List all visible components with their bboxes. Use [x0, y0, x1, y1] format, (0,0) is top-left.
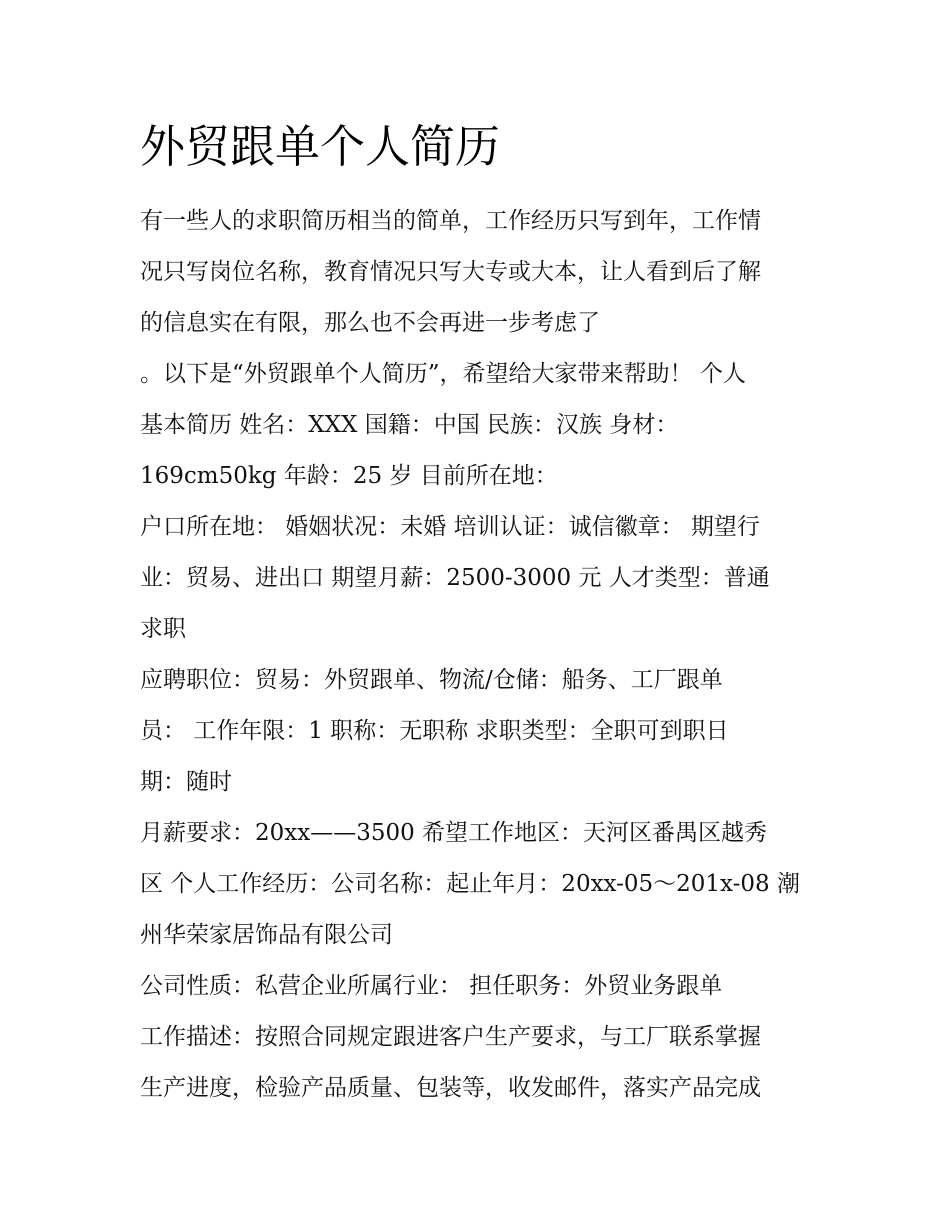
- body-line: 有一些人的求职简历相当的简单，工作经历只写到年，工作情: [140, 208, 761, 234]
- body-line: 业：贸易、进出口 期望月薪：2500-3000 元 人才类型：普通: [140, 565, 770, 591]
- body-line: 州华荣家居饰品有限公司: [140, 922, 393, 948]
- body-line: 公司性质：私营企业所属行业： 担任职务：外贸业务跟单: [140, 973, 723, 999]
- body-line: 区 个人工作经历：公司名称：起止年月：20xx-05～201x-08 潮: [140, 871, 800, 897]
- body-line: 况只写岗位名称，教育情况只写大专或大本，让人看到后了解: [140, 259, 761, 285]
- body-line: 169cm50kg 年龄：25 岁 目前所在地：: [140, 463, 558, 489]
- document-title: 外贸跟单个人简历: [140, 120, 501, 173]
- body-line: 基本简历 姓名：XXX 国籍：中国 民族：汉族 身材：: [140, 412, 679, 438]
- body-line: 。以下是“外贸跟单个人简历”，希望给大家带来帮助！ 个人: [140, 361, 746, 387]
- body-line: 应聘职位：贸易：外贸跟单、物流/仓储：船务、工厂跟单: [140, 667, 723, 693]
- body-line: 生产进度，检验产品质量、包装等，收发邮件，落实产品完成: [140, 1075, 761, 1101]
- document-body: [140, 196, 820, 1114]
- body-line: 月薪要求：20xx——3500 希望工作地区：天河区番禺区越秀: [140, 820, 768, 846]
- body-line: 的信息实在有限，那么也不会再进一步考虑了: [140, 310, 600, 336]
- body-line: 工作描述：按照合同规定跟进客户生产要求，与工厂联系掌握: [140, 1024, 761, 1050]
- body-line: 期：随时: [140, 769, 232, 795]
- body-line: 求职: [140, 616, 186, 642]
- body-line: 户口所在地： 婚姻状况：未婚 培训认证：诚信徽章： 期望行: [140, 514, 760, 540]
- body-line: 员： 工作年限：1 职称：无职称 求职类型：全职可到职日: [140, 718, 729, 744]
